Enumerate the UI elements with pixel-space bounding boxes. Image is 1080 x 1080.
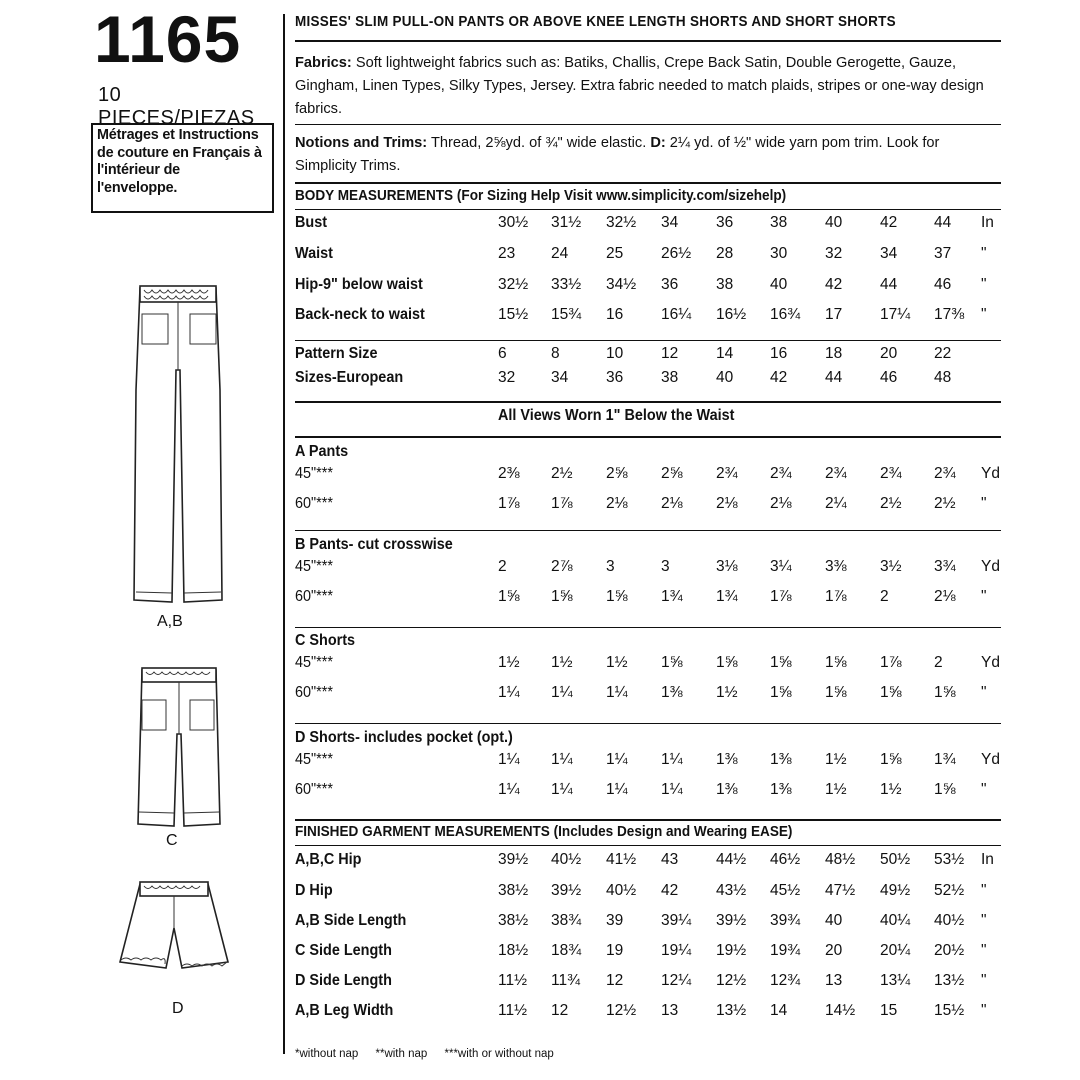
table-cell: 2½ [551,465,573,482]
french-line: l'intérieur de [97,162,180,179]
table-cell: 45½ [770,882,801,899]
table-cell: 41½ [606,851,637,868]
table-cell: 3 [661,558,670,575]
table-cell: 34 [880,245,898,262]
table-cell: 1⅞ [498,495,520,512]
row-label: 45"*** [295,465,333,482]
table-cell: 39¾ [770,912,801,929]
table-cell: 1⅝ [716,654,738,671]
table-cell: 36 [661,276,679,293]
table-cell: 2½ [880,495,902,512]
table-cell: 17 [825,306,843,323]
table-cell: 1¼ [606,684,628,701]
table-cell: 38 [770,214,788,231]
table-cell: 44 [825,369,843,386]
table-cell: 42 [880,214,898,231]
table-cell: 1⅝ [880,684,902,701]
table-cell: 20 [880,345,898,362]
notions-paragraph [295,132,1001,178]
table-cell: 1¼ [606,751,628,768]
divider [295,530,1001,531]
row-label: C Side Length [295,942,392,959]
table-cell: 38¾ [551,912,582,929]
table-cell: 8 [551,345,560,362]
table-cell: 40½ [934,912,965,929]
row-label: Back-neck to waist [295,306,425,323]
table-cell: 1⅜ [716,751,738,768]
unit-label: " [981,1002,987,1019]
unit-label: In [981,851,994,868]
divider [295,340,1001,341]
table-cell: 16¾ [770,306,801,323]
table-cell: 34½ [606,276,637,293]
table-cell: 39½ [551,882,582,899]
table-cell: 1½ [825,751,847,768]
table-cell: 32 [498,369,516,386]
table-cell: 47½ [825,882,856,899]
unit-label: " [981,882,987,899]
unit-label: Yd [981,558,1000,575]
table-cell: 38 [716,276,734,293]
table-cell: 3¾ [934,558,956,575]
table-cell: 11½ [498,1002,528,1019]
divider [295,182,1001,184]
table-cell: 18½ [498,942,529,959]
table-cell: 22 [934,345,952,362]
table-cell: 16 [606,306,624,323]
table-cell: 30 [770,245,788,262]
table-cell: 12¾ [770,972,801,989]
table-cell: 17⅜ [934,306,965,323]
table-cell: 13½ [934,972,965,989]
row-label: 45"*** [295,558,333,575]
table-cell: 31½ [551,214,582,231]
table-cell: 1⅝ [498,588,520,605]
unit-label: Yd [981,654,1000,671]
table-cell: 40 [716,369,734,386]
table-cell: 32½ [606,214,637,231]
table-cell: 1¼ [661,751,683,768]
table-cell: 39½ [716,912,747,929]
table-cell: 48½ [825,851,856,868]
table-cell: 16 [770,345,788,362]
table-cell: 3¼ [770,558,792,575]
table-cell: 1¼ [498,684,520,701]
unit-label: In [981,214,994,231]
table-cell: 37 [934,245,952,262]
row-label: 45"*** [295,654,333,671]
table-cell: 19½ [716,942,747,959]
table-cell: 23 [498,245,516,262]
table-cell: 17¼ [880,306,911,323]
table-cell: 44½ [716,851,747,868]
table-cell: 40 [825,214,843,231]
pattern-title: MISSES' SLIM PULL-ON PANTS OR ABOVE KNEE LENGTH SHORTS AND SHORT SHORTS [295,14,896,30]
table-cell: 50½ [880,851,911,868]
table-cell: 1⅜ [770,781,792,798]
fabrics-label: Fabrics: [295,55,352,71]
table-cell: 1¼ [498,751,520,768]
table-cell: 43 [661,851,679,868]
table-cell: 10 [606,345,624,362]
table-cell: 1½ [825,781,847,798]
table-cell: 1¾ [661,588,683,605]
table-cell: 15 [880,1002,898,1019]
table-cell: 1½ [498,654,520,671]
table-cell: 42 [661,882,679,899]
unit-label: " [981,495,987,512]
table-cell: 32½ [498,276,529,293]
notions-label: Notions and Trims: [295,135,428,151]
table-cell: 36 [606,369,624,386]
table-cell: 40 [825,912,843,929]
table-cell: 11¾ [551,972,581,989]
table-cell: 1⅞ [880,654,902,671]
finished-measurements-heading: FINISHED GARMENT MEASUREMENTS (Includes Design and Wearing EASE) [295,824,793,840]
section-heading: B Pants- cut crosswise [295,536,453,553]
table-cell: 2 [880,588,889,605]
fabrics-paragraph [295,52,1001,121]
table-cell: 2⅛ [716,495,738,512]
table-cell: 1⅝ [825,684,847,701]
unit-label: " [981,912,987,929]
table-cell: 2 [934,654,943,671]
table-cell: 6 [498,345,507,362]
table-cell: 2⅝ [661,465,683,482]
table-cell: 2⅝ [606,465,628,482]
row-label: A,B Leg Width [295,1002,394,1019]
table-cell: 46½ [770,851,801,868]
table-cell: 14½ [825,1002,856,1019]
row-label: D Hip [295,882,333,899]
table-cell: 12 [551,1002,569,1019]
table-cell: 38½ [498,912,529,929]
row-label: Bust [295,214,328,231]
table-cell: 12 [606,972,624,989]
table-cell: 1¼ [498,781,520,798]
table-cell: 26½ [661,245,692,262]
table-cell: 1⅝ [770,684,792,701]
row-label: Hip-9" below waist [295,276,423,293]
table-cell: 1⅜ [716,781,738,798]
pattern-number: 1165 [94,2,242,76]
fabrics-text: Soft lightweight fabrics such as: Batiks, Challis, Crepe Back Satin, Double Gerogette, Gauze, Gingham, Linen Types, Silky Types, Jersey. Extra fabric needed to match plaids, stripes or one-way design fabrics. [295,55,984,117]
table-cell: 1⅝ [770,654,792,671]
table-cell: 1⅝ [880,751,902,768]
table-cell: 38 [661,369,679,386]
table-cell: 1¼ [551,781,573,798]
table-cell: 13 [825,972,843,989]
table-cell: 1¼ [551,684,573,701]
table-cell: 12½ [606,1002,637,1019]
table-cell: 24 [551,245,569,262]
table-cell: 2¾ [825,465,847,482]
table-cell: 39½ [498,851,529,868]
table-cell: 25 [606,245,624,262]
table-cell: 40¼ [880,912,911,929]
table-cell: 3⅛ [716,558,738,575]
table-cell: 1⅞ [770,588,792,605]
row-label: Sizes-European [295,369,404,386]
row-label: A,B,C Hip [295,851,362,868]
table-cell: 1¾ [716,588,738,605]
row-label: Pattern Size [295,345,378,362]
table-cell: 14 [716,345,734,362]
worn-note: All Views Worn 1" Below the Waist [498,407,735,424]
body-measurements-heading: BODY MEASUREMENTS (For Sizing Help Visit www.simplicity.com/sizehelp) [295,188,787,204]
table-cell: 46 [880,369,898,386]
table-cell: 36 [716,214,734,231]
table-cell: 1¼ [661,781,683,798]
table-cell: 2⅛ [606,495,628,512]
table-cell: 13 [661,1002,679,1019]
table-cell: 1¼ [606,781,628,798]
table-cell: 3⅜ [825,558,847,575]
row-label: Waist [295,245,333,262]
table-cell: 1⅝ [551,588,573,605]
table-cell: 2¾ [770,465,792,482]
table-cell: 1½ [606,654,628,671]
divider [295,723,1001,724]
footnote: *without nap [295,1048,359,1060]
table-cell: 1⅝ [934,781,956,798]
table-cell: 2 [498,558,507,575]
table-cell: 46 [934,276,952,293]
unit-label: " [981,306,987,323]
french-line: l'enveloppe. [97,179,178,196]
row-label: 60"*** [295,781,333,798]
table-cell: 3 [606,558,615,575]
table-cell: 15¾ [551,306,582,323]
divider [295,845,1001,846]
row-label: A,B Side Length [295,912,407,929]
table-cell: 2⅜ [498,465,520,482]
table-cell: 1½ [716,684,738,701]
table-cell: 19¾ [770,942,801,959]
row-label: D Side Length [295,972,392,989]
table-cell: 2¼ [825,495,847,512]
unit-label: Yd [981,465,1000,482]
divider [295,40,1001,42]
row-label: 60"*** [295,495,333,512]
pieces-count: 10 PIECES/PIEZAS [98,84,255,129]
shorts-d-illustration [116,878,232,978]
table-cell: 2⅛ [934,588,956,605]
table-cell: 48 [934,369,952,386]
table-cell: 13½ [716,1002,747,1019]
table-cell: 18¾ [551,942,582,959]
unit-label: " [981,245,987,262]
table-cell: 2½ [934,495,956,512]
table-cell: 2⅛ [661,495,683,512]
notions-d-label: D: [650,135,666,151]
divider [295,819,1001,821]
table-cell: 1⅝ [661,654,683,671]
table-cell: 12½ [716,972,747,989]
table-cell: 44 [934,214,952,231]
section-heading: A Pants [295,443,349,460]
table-cell: 39¼ [661,912,692,929]
table-cell: 42 [825,276,843,293]
unit-label: " [981,781,987,798]
pattern-info-panel [295,0,1001,1080]
french-line: de couture en Français à [97,144,262,161]
table-cell: 16½ [716,306,747,323]
table-cell: 1½ [551,654,573,671]
table-cell: 12 [661,345,679,362]
table-cell: 53½ [934,851,965,868]
table-cell: 1⅝ [825,654,847,671]
table-cell: 32 [825,245,843,262]
table-cell: 44 [880,276,898,293]
unit-label: " [981,684,987,701]
shorts-c-illustration [134,664,224,834]
view-label-c: C [166,832,178,849]
notions-text-d: 2¼ yd. of ½" wide yarn pom trim. Look for Simplicity Trims. [295,135,940,174]
unit-label: " [981,942,987,959]
table-cell: 2¾ [934,465,956,482]
footnotes [295,1048,568,1060]
divider [295,209,1001,210]
unit-label: " [981,276,987,293]
table-cell: 52½ [934,882,965,899]
table-cell: 15½ [498,306,529,323]
table-cell: 34 [661,214,679,231]
table-cell: 38½ [498,882,529,899]
table-cell: 2⅛ [770,495,792,512]
pants-illustration [128,280,228,610]
table-cell: 1½ [880,781,902,798]
table-cell: 2⅞ [551,558,573,575]
table-cell: 2¾ [716,465,738,482]
table-cell: 1⅝ [606,588,628,605]
left-panel [0,0,282,1080]
table-cell: 39 [606,912,624,929]
view-label-ab: A,B [157,613,183,630]
table-cell: 40 [770,276,788,293]
notions-text: Thread, 2⅝yd. of ¾" wide elastic. [430,135,647,151]
view-label-d: D [172,1000,184,1017]
row-label: 60"*** [295,684,333,701]
table-cell: 42 [770,369,788,386]
section-heading: D Shorts- includes pocket (opt.) [295,729,513,746]
row-label: 45"*** [295,751,333,768]
table-cell: 1⅜ [770,751,792,768]
row-label: 60"*** [295,588,333,605]
table-cell: 19¼ [661,942,692,959]
table-cell: 49½ [880,882,911,899]
table-cell: 15½ [934,1002,965,1019]
divider [295,124,1001,125]
footnote: **with nap [375,1048,428,1060]
table-cell: 1¾ [934,751,956,768]
table-cell: 1⅞ [825,588,847,605]
table-cell: 19 [606,942,624,959]
table-cell: 3½ [880,558,902,575]
unit-label: " [981,588,987,605]
divider [295,401,1001,403]
divider [295,627,1001,628]
column-divider [283,14,285,1054]
table-cell: 1⅝ [934,684,956,701]
table-cell: 1⅞ [551,495,573,512]
unit-label: " [981,972,987,989]
table-cell: 34 [551,369,569,386]
table-cell: 14 [770,1002,788,1019]
footnote: ***with or without nap [444,1048,554,1060]
table-cell: 20 [825,942,843,959]
table-cell: 16¼ [661,306,692,323]
table-cell: 12¼ [661,972,692,989]
table-cell: 13¼ [880,972,911,989]
section-heading: C Shorts [295,632,356,649]
table-cell: 1⅜ [661,684,683,701]
table-cell: 40½ [606,882,637,899]
french-instructions-box [91,123,274,213]
table-cell: 1¼ [551,751,573,768]
table-cell: 2¾ [880,465,902,482]
table-cell: 20½ [934,942,965,959]
table-cell: 40½ [551,851,582,868]
table-cell: 20¼ [880,942,911,959]
table-cell: 18 [825,345,843,362]
table-cell: 33½ [551,276,582,293]
table-cell: 11½ [498,972,528,989]
unit-label: Yd [981,751,1000,768]
table-cell: 30½ [498,214,529,231]
french-line: Métrages et Instructions [97,127,259,143]
table-cell: 43½ [716,882,747,899]
divider [295,436,1001,438]
table-cell: 28 [716,245,734,262]
